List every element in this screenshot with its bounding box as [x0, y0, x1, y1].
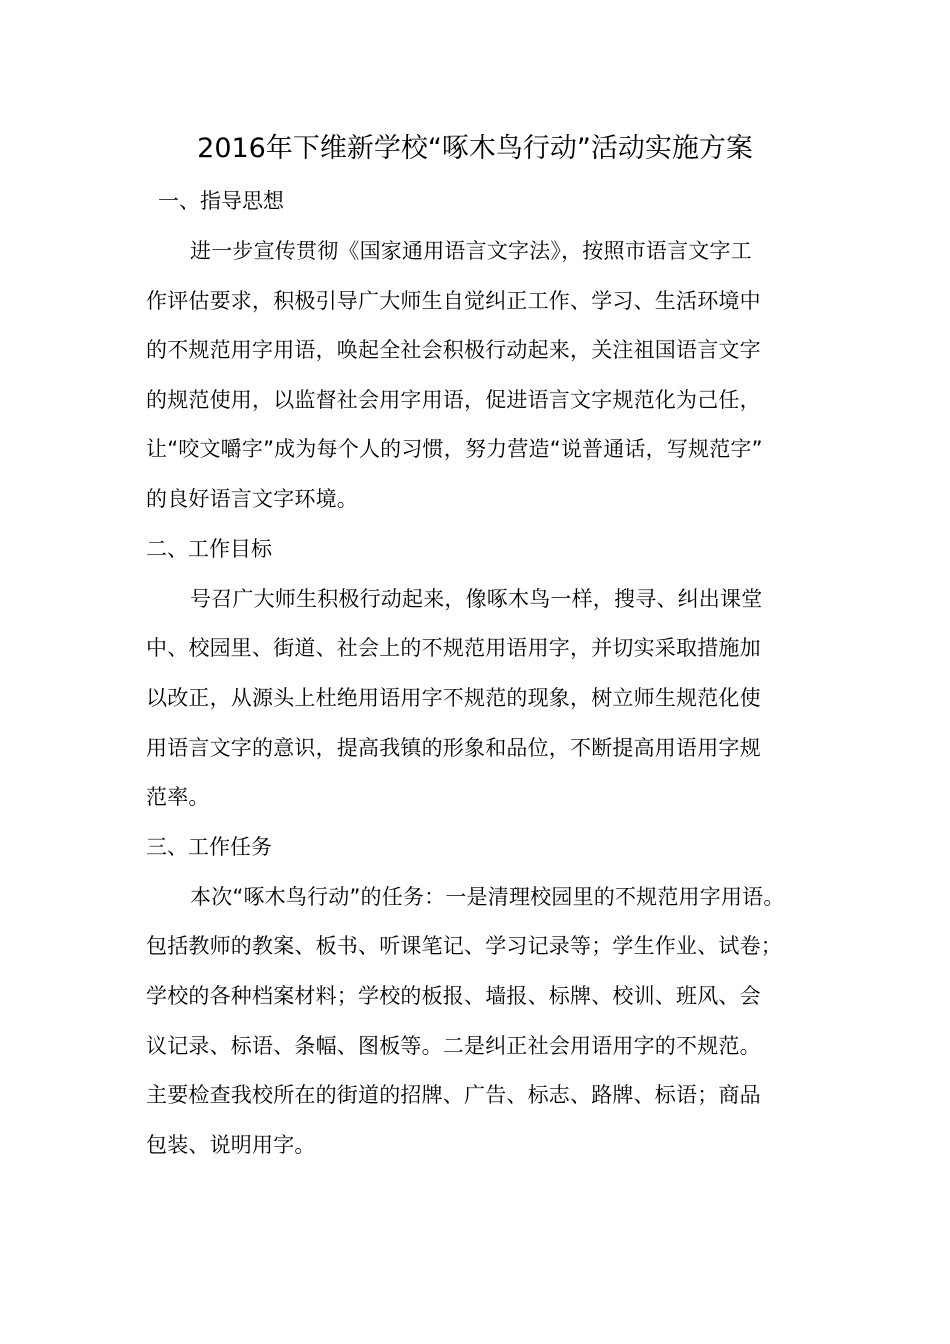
section-2-line-5: 范率。 [146, 785, 210, 809]
section-2-line-1: 号召广大师生积极行动起来，像啄木鸟一样，搜寻、纠出课堂 [190, 587, 763, 611]
section-1-line-1: 进一步宣传贯彻《国家通用语言文字法》，按照市语言文字工 [190, 239, 752, 263]
section-2-line-3: 以改正，从源头上杜绝用语用字不规范的现象，树立师生规范化使 [146, 686, 761, 710]
section-heading-work-tasks: 三、工作任务 [146, 835, 272, 859]
section-3-line-1: 本次“啄木鸟行动”的任务：一是清理校园里的不规范用字用语。 [190, 885, 785, 909]
section-heading-guiding-ideology: 一、指导思想 [158, 189, 284, 213]
section-1-line-6: 的良好语言文字环境。 [146, 487, 358, 511]
section-3-line-5: 主要检查我校所在的街道的招牌、广告、标志、路牌、标语；商品 [146, 1083, 761, 1107]
section-1-line-3: 的不规范用字用语，唤起全社会积极行动起来，关注祖国语言文字 [146, 338, 761, 362]
section-3-line-4: 议记录、标语、条幅、图板等。二是纠正社会用语用字的不规范。 [146, 1034, 761, 1058]
section-3-line-6: 包装、说明用字。 [146, 1133, 316, 1157]
section-1-line-4: 的规范使用，以监督社会用字用语，促进语言文字规范化为己任， [146, 388, 761, 412]
section-2-line-2: 中、校园里、街道、社会上的不规范用语用字，并切实采取措施加 [146, 636, 761, 660]
document-title: 2016年下维新学校“啄木鸟行动”活动实施方案 [197, 133, 753, 164]
section-1-line-5: 让“咬文嚼字”成为每个人的习惯，努力营造“说普通话，写规范字” [146, 437, 763, 461]
section-heading-work-goals: 二、工作目标 [146, 537, 272, 561]
section-3-line-2: 包括教师的教案、板书、听课笔记、学习记录等；学生作业、试卷； [146, 934, 782, 958]
section-3-line-3: 学校的各种档案材料；学校的板报、墙报、标牌、校训、班风、会 [146, 984, 761, 1008]
section-1-line-2: 作评估要求，积极引导广大师生自觉纠正工作、学习、生活环境中 [146, 289, 761, 313]
section-2-line-4: 用语言文字的意识，提高我镇的形象和品位，不断提高用语用字规 [146, 736, 761, 760]
